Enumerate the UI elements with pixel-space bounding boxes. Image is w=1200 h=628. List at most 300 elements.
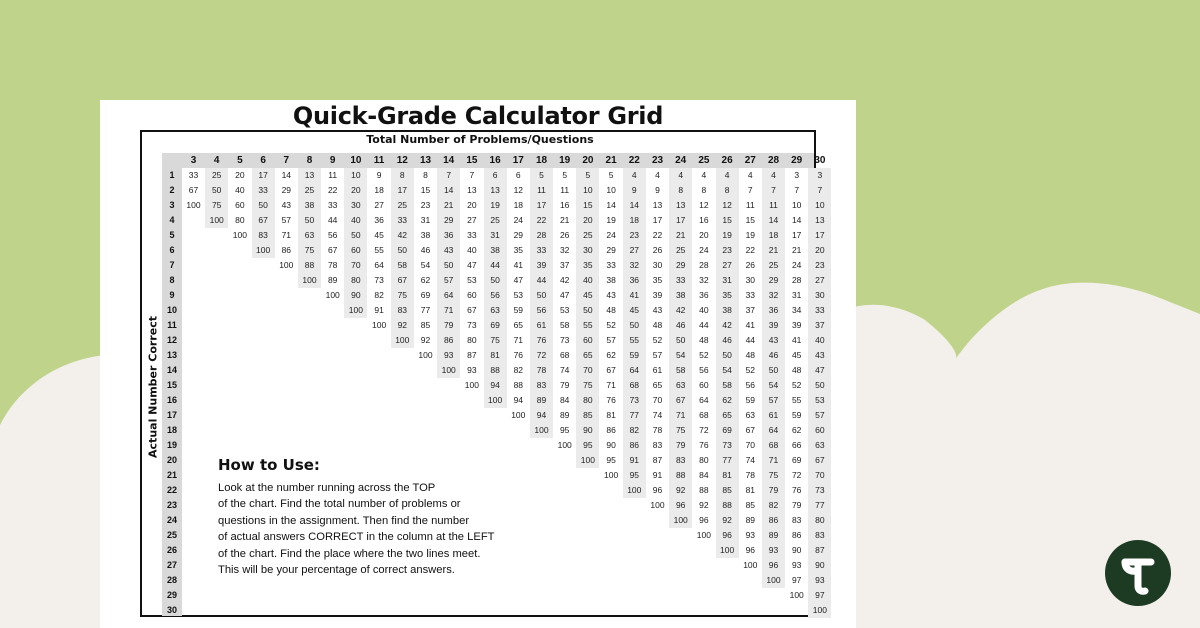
grid-cell: 88 (298, 258, 321, 273)
grid-cell: 59 (791, 410, 802, 420)
grid-cell: 75 (205, 198, 228, 213)
grid-cell: 4 (747, 170, 753, 180)
grid-cell: 59 (513, 305, 524, 315)
grid-cell: 80 (808, 513, 831, 528)
grid-cell: 20 (235, 170, 245, 180)
grid-cell: 62 (791, 425, 802, 435)
grid-cell: 22 (652, 230, 663, 240)
grid-cell: 57 (281, 215, 292, 225)
grid-cell: 11 (328, 170, 338, 180)
column-header: 14 (443, 155, 455, 166)
grid-cell: 100 (650, 500, 665, 510)
grid-cell: 38 (669, 288, 692, 303)
grid-cell: 72 (699, 425, 709, 435)
grid-cell: 50 (252, 198, 275, 213)
grid-cell: 59 (623, 348, 646, 363)
grid-cell: 75 (484, 333, 507, 348)
row-header: 28 (166, 575, 177, 585)
grid-cell: 88 (716, 498, 739, 513)
grid-cell: 96 (745, 545, 756, 555)
grid-cell: 100 (696, 530, 711, 540)
grid-cell: 66 (791, 440, 802, 450)
column-header: 23 (651, 155, 664, 166)
grid-cell: 33 (188, 170, 199, 180)
grid-cell: 57 (606, 335, 616, 345)
grid-cell: 54 (420, 260, 431, 270)
grid-cell: 79 (791, 500, 802, 510)
grid-cell: 68 (559, 350, 570, 360)
grid-cell: 85 (420, 320, 431, 330)
grid-cell: 44 (327, 215, 338, 225)
grid-cell: 25 (762, 258, 785, 273)
column-header: 22 (628, 155, 640, 166)
row-header: 2 (169, 185, 175, 195)
grid-cell: 44 (484, 258, 507, 273)
how-to-section (218, 456, 538, 578)
grid-cell: 17 (791, 230, 802, 240)
grid-cell: 75 (762, 468, 785, 483)
row-header: 24 (166, 515, 177, 525)
row-header: 4 (169, 215, 175, 225)
grid-cell: 71 (606, 380, 616, 390)
column-header: 9 (329, 155, 336, 166)
grid-cell: 54 (762, 378, 785, 393)
grid-cell: 11 (560, 185, 570, 195)
grid-cell: 64 (699, 395, 709, 405)
row-header: 30 (166, 605, 177, 615)
column-header: 19 (559, 155, 571, 166)
grid-cell: 70 (652, 395, 663, 405)
grid-cell: 40 (576, 273, 599, 288)
grid-cell: 44 (530, 273, 553, 288)
grid-cell: 63 (669, 378, 692, 393)
grid-cell: 30 (576, 243, 599, 258)
grid-cell: 50 (576, 303, 599, 318)
grid-cell: 4 (701, 170, 707, 180)
instruction-line: Look at the number running across the TOP (218, 482, 436, 494)
grid-cell: 30 (808, 288, 831, 303)
grid-cell: 53 (467, 275, 477, 285)
grid-cell: 25 (205, 168, 228, 183)
grid-cell: 10 (808, 198, 831, 213)
grid-cell: 6 (484, 168, 507, 183)
grid-cell: 81 (484, 348, 507, 363)
grid-cell: 71 (281, 230, 292, 240)
row-header: 27 (166, 560, 177, 570)
grid-cell: 43 (437, 243, 460, 258)
grid-cell: 11 (745, 200, 755, 210)
column-header: 15 (466, 155, 478, 166)
grid-cell: 100 (232, 230, 247, 240)
grid-cell: 14 (762, 213, 785, 228)
grid-cell: 90 (606, 440, 616, 450)
grid-cell: 100 (279, 260, 294, 270)
instruction-line: of the chart. Find the place where the two lines meet. (218, 547, 481, 560)
grid-cell: 65 (576, 348, 599, 363)
grid-cell: 100 (372, 320, 387, 330)
grid-cell: 4 (716, 168, 739, 183)
grid-cell: 17 (669, 213, 692, 228)
grid-cell: 92 (420, 335, 431, 345)
grid-cell: 41 (623, 288, 646, 303)
grid-cell: 100 (252, 243, 275, 258)
grid-cell: 64 (762, 423, 785, 438)
grid-cell: 9 (655, 185, 660, 195)
grid-cell: 20 (344, 183, 367, 198)
grid-cell: 71 (762, 453, 785, 468)
grid-cell: 23 (420, 200, 431, 210)
grid-cell: 72 (791, 470, 802, 480)
grid-cell: 100 (789, 590, 804, 600)
grid-cell: 95 (576, 438, 599, 453)
grid-cell: 32 (559, 245, 570, 255)
row-header: 19 (166, 440, 177, 450)
grid-cell: 67 (606, 365, 616, 375)
grid-cell: 93 (437, 348, 460, 363)
grid-cell: 7 (747, 185, 753, 195)
grid-cell: 91 (623, 453, 646, 468)
grid-cell: 59 (745, 395, 756, 405)
grid-cell: 83 (391, 303, 414, 318)
grid-cell: 5 (576, 168, 599, 183)
grid-cell: 60 (699, 380, 709, 390)
grid-cell: 7 (437, 168, 460, 183)
column-header: 16 (489, 155, 501, 166)
column-header: 18 (535, 155, 548, 166)
how-to-instructions (218, 480, 538, 578)
grid-cell: 27 (808, 273, 831, 288)
grid-cell: 95 (559, 425, 570, 435)
column-header: 13 (419, 155, 432, 166)
grid-cell: 37 (745, 305, 756, 315)
grid-cell: 50 (669, 333, 692, 348)
grid-cell: 86 (791, 530, 802, 540)
column-header: 26 (721, 155, 733, 166)
grid-cell: 3 (808, 168, 831, 183)
grid-cell: 42 (669, 303, 692, 318)
grid-cell: 11 (762, 198, 785, 213)
grid-cell: 76 (699, 440, 709, 450)
grid-cell: 74 (559, 365, 570, 375)
grid-cell: 55 (576, 318, 599, 333)
grid-cell: 24 (699, 245, 709, 255)
grid-cell: 21 (762, 243, 785, 258)
row-header: 9 (169, 290, 175, 300)
grid-cell: 96 (762, 558, 785, 573)
grid-cell: 50 (530, 288, 553, 303)
grid-cell: 13 (669, 198, 692, 213)
grid-cell: 25 (391, 198, 414, 213)
grid-cell: 60 (467, 290, 477, 300)
row-header: 17 (166, 410, 177, 420)
grid-cell: 56 (530, 303, 553, 318)
grid-cell: 46 (669, 318, 692, 333)
grid-cell: 95 (606, 455, 616, 465)
grid-cell: 60 (576, 333, 599, 348)
grid-cell: 36 (374, 215, 384, 225)
grid-cell: 14 (791, 215, 802, 225)
grid-cell: 100 (530, 423, 553, 438)
grid-cell: 97 (791, 575, 802, 585)
grid-cell: 55 (791, 395, 802, 405)
grid-cell: 22 (745, 245, 756, 255)
grid-cell: 13 (467, 185, 477, 195)
grid-cell: 22 (327, 185, 338, 195)
row-header: 7 (169, 260, 175, 270)
grid-cell: 84 (559, 395, 570, 405)
grid-cell: 40 (808, 333, 831, 348)
grid-cell: 36 (762, 303, 785, 318)
grid-cell: 8 (391, 168, 414, 183)
grid-cell: 40 (235, 185, 245, 195)
grid-cell: 50 (437, 258, 460, 273)
grid-cell: 100 (205, 213, 228, 228)
grid-cell: 56 (327, 230, 338, 240)
grid-cell: 29 (762, 273, 785, 288)
grid-cell: 96 (716, 528, 739, 543)
grid-cell: 77 (623, 408, 646, 423)
grid-cell: 7 (762, 183, 785, 198)
row-header: 3 (169, 200, 175, 210)
grid-cell: 65 (716, 408, 739, 423)
grid-cell: 85 (576, 408, 599, 423)
grid-cell: 73 (374, 275, 384, 285)
grid-cell: 7 (469, 170, 475, 180)
grid-cell: 100 (716, 543, 739, 558)
grid-cell: 100 (391, 333, 414, 348)
grid-cell: 69 (484, 318, 507, 333)
grid-cell: 47 (559, 290, 570, 300)
grid-cell: 79 (669, 438, 692, 453)
grid-cell: 60 (344, 243, 367, 258)
grid-cell: 75 (391, 288, 414, 303)
grid-cell: 64 (437, 288, 460, 303)
grid-cell: 25 (669, 243, 692, 258)
grid-cell: 21 (559, 215, 570, 225)
grid-cell: 91 (652, 470, 663, 480)
column-header: 17 (512, 155, 524, 166)
grid-cell: 35 (576, 258, 599, 273)
grid-cell: 65 (652, 380, 663, 390)
grid-cell: 48 (606, 305, 616, 315)
grid-cell: 20 (699, 230, 709, 240)
grid-cell: 67 (467, 305, 477, 315)
row-header: 11 (167, 320, 177, 330)
grid-cell: 31 (484, 228, 507, 243)
grid-cell: 31 (420, 215, 431, 225)
grid-cell: 83 (252, 228, 275, 243)
grid-cell: 29 (437, 213, 460, 228)
grid-cell: 69 (791, 455, 802, 465)
row-header: 21 (166, 470, 177, 480)
column-header: 7 (283, 155, 290, 166)
grid-cell: 50 (391, 243, 414, 258)
grid-cell: 39 (530, 258, 553, 273)
row-header: 23 (166, 500, 177, 510)
grid-cell: 97 (808, 588, 831, 603)
grid-cell: 86 (762, 513, 785, 528)
grid-cell: 83 (791, 515, 802, 525)
instruction-line: This will be your percentage of correct answers. (218, 564, 455, 577)
grid-cell: 25 (298, 183, 321, 198)
grid-cell: 39 (791, 320, 802, 330)
grid-cell: 33 (808, 303, 831, 318)
grid-cell: 44 (699, 320, 709, 330)
grid-cell: 83 (652, 440, 663, 450)
grid-cell: 30 (344, 198, 367, 213)
grid-cell: 96 (699, 515, 709, 525)
grid-cell: 70 (576, 363, 599, 378)
grid-cell: 50 (808, 378, 831, 393)
grid-cell: 67 (188, 185, 199, 195)
grid-cell: 96 (669, 498, 692, 513)
row-header: 1 (169, 170, 175, 180)
grid-cell: 43 (808, 348, 831, 363)
column-header: 21 (605, 155, 617, 166)
grid-cell: 82 (513, 365, 524, 375)
grid-cell: 27 (716, 258, 739, 273)
grid-cell: 100 (623, 483, 646, 498)
grid-cell: 41 (745, 320, 756, 330)
grid-cell: 71 (437, 303, 460, 318)
grid-cell: 7 (794, 185, 800, 195)
grid-cell: 100 (669, 513, 692, 528)
grid-cell: 56 (699, 365, 709, 375)
grid-cell: 96 (652, 485, 663, 495)
grid-cell: 76 (791, 485, 802, 495)
row-header: 29 (166, 590, 177, 600)
grid-cell: 60 (235, 200, 245, 210)
grid-cell: 48 (745, 350, 756, 360)
grid-cell: 39 (762, 318, 785, 333)
grid-cell: 50 (762, 363, 785, 378)
grid-cell: 93 (808, 573, 831, 588)
grid-cell: 93 (762, 543, 785, 558)
instruction-line: of the chart. Find the total number of problems or (218, 498, 461, 511)
column-header: 6 (260, 155, 266, 166)
grid-cell: 55 (374, 245, 384, 255)
grid-cell: 50 (484, 273, 507, 288)
grid-cell: 80 (467, 335, 477, 345)
grid-cell: 3 (794, 170, 800, 180)
grid-cell: 39 (652, 290, 663, 300)
grid-cell: 50 (298, 213, 321, 228)
grid-cell: 86 (606, 425, 616, 435)
instruction-line: questions in the assignment. Then find the number (218, 514, 470, 527)
grid-cell: 79 (437, 318, 460, 333)
t-logo-icon (1105, 540, 1171, 606)
grid-cell: 91 (374, 305, 384, 315)
column-header: 8 (306, 155, 313, 166)
grid-cell: 73 (467, 320, 477, 330)
grid-cell: 58 (391, 258, 414, 273)
grid-cell: 20 (808, 243, 831, 258)
grid-cell: 10 (606, 185, 616, 195)
grid-cell: 8 (669, 183, 692, 198)
grid-cell: 54 (716, 363, 739, 378)
grid-cell: 67 (391, 273, 414, 288)
grid-cell: 17 (652, 215, 663, 225)
grid-cell: 48 (652, 320, 663, 330)
row-header: 10 (166, 305, 177, 315)
grid-cell: 28 (699, 260, 709, 270)
grid-cell: 45 (374, 230, 384, 240)
grid-cell: 92 (391, 318, 414, 333)
grid-cell: 89 (530, 393, 553, 408)
grid-cell: 38 (420, 230, 431, 240)
row-header: 8 (169, 275, 175, 285)
grid-cell: 11 (530, 183, 553, 198)
grid-cell: 74 (745, 455, 756, 465)
grid-cell: 21 (791, 245, 802, 255)
grid-cell: 36 (699, 290, 709, 300)
grid-cell: 15 (716, 213, 739, 228)
grid-cell: 81 (606, 410, 616, 420)
grid-cell: 90 (791, 545, 802, 555)
grid-cell: 22 (530, 213, 553, 228)
grid-cell: 18 (762, 228, 785, 243)
row-header: 26 (166, 545, 177, 555)
grid-cell: 65 (513, 320, 524, 330)
grid-cell: 57 (808, 408, 831, 423)
column-header: 25 (698, 155, 710, 166)
column-header: 29 (791, 155, 803, 166)
grid-cell: 52 (606, 320, 616, 330)
grid-cell: 94 (513, 395, 524, 405)
grid-cell: 61 (530, 318, 553, 333)
grid-cell: 87 (808, 543, 831, 558)
grid-cell: 4 (655, 170, 660, 180)
row-header: 12 (166, 335, 177, 345)
grid-cell: 52 (652, 335, 663, 345)
grid-cell: 29 (281, 185, 292, 195)
grid-cell: 58 (559, 320, 570, 330)
grid-cell: 33 (252, 183, 275, 198)
grid-cell: 20 (576, 213, 599, 228)
grid-cell: 86 (437, 333, 460, 348)
grid-cell: 36 (623, 273, 646, 288)
grid-cell: 27 (623, 243, 646, 258)
grid-cell: 93 (467, 365, 477, 375)
grid-cell: 79 (762, 483, 785, 498)
grid-cell: 27 (374, 200, 384, 210)
grid-cell: 56 (745, 380, 756, 390)
grid-cell: 31 (791, 290, 802, 300)
grid-cell: 100 (344, 303, 367, 318)
grid-cell: 43 (652, 305, 663, 315)
grid-cell: 53 (559, 305, 570, 315)
grid-cell: 50 (205, 183, 228, 198)
grid-cell: 26 (559, 230, 570, 240)
grid-cell: 62 (716, 393, 739, 408)
grid-cell: 8 (423, 170, 428, 180)
instruction-line: of actual answers CORRECT in the column at the LEFT (218, 531, 495, 544)
grid-cell: 4 (623, 168, 646, 183)
grid-cell: 14 (623, 198, 646, 213)
grid-cell: 82 (374, 290, 384, 300)
grid-cell: 100 (325, 290, 340, 300)
grid-cell: 87 (652, 455, 663, 465)
grid-cell: 64 (374, 260, 384, 270)
grid-cell: 24 (791, 260, 802, 270)
column-header: 24 (675, 155, 687, 166)
grid-cell: 88 (669, 468, 692, 483)
grid-cell: 73 (559, 335, 570, 345)
grid-cell: 10 (576, 183, 599, 198)
grid-cell: 13 (484, 183, 507, 198)
grid-cell: 50 (623, 318, 646, 333)
grid-cell: 26 (745, 260, 756, 270)
